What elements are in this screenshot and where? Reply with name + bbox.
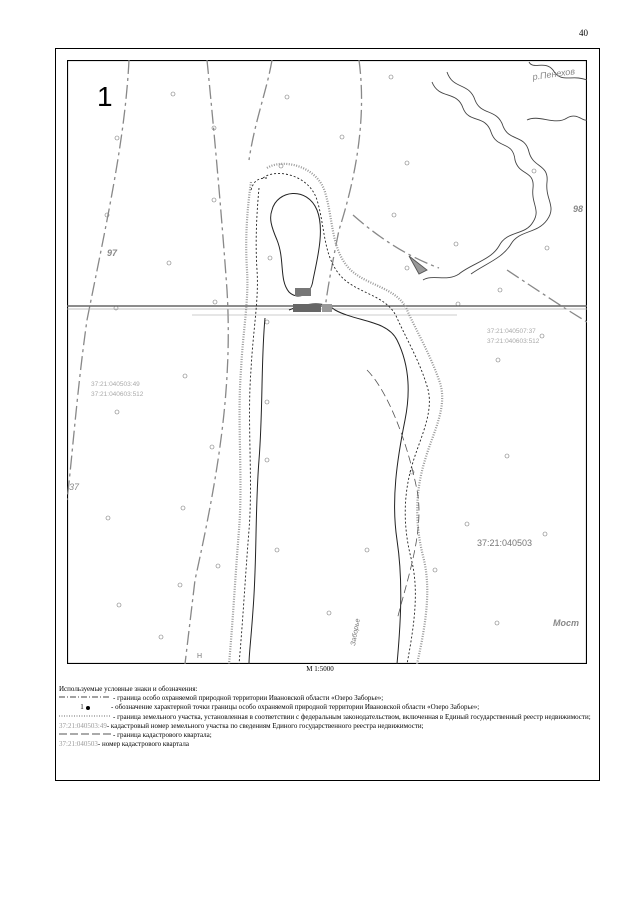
quarter-number-main: 37:21:040503 — [477, 538, 533, 548]
dashed-line-icon — [59, 731, 111, 737]
legend-item-text: - граница особо охраняемой природной территории Ивановской области «Озеро Заборье»; — [113, 694, 384, 703]
map — [67, 60, 587, 664]
legend-item — [59, 694, 595, 703]
legend-item-text: - обозначение характерной точки границы особо охраняемой природной территории Ивановской области «Озеро Заборье»; — [111, 703, 480, 712]
map-border — [68, 61, 587, 664]
page-number: 40 — [579, 28, 588, 38]
point-label: 1 — [80, 703, 84, 712]
boundary-point-icon — [59, 703, 111, 712]
legend-item-text: - кадастровый номер земельного участка по сведениям Единого государственного реестра недвижимости; — [106, 721, 424, 730]
bridge-label: Мост — [553, 618, 580, 628]
river-label: р.Пенехов — [531, 66, 576, 82]
parcel-code-sample: 37:21:040503:49 — [59, 721, 107, 730]
label-98: 98 — [573, 204, 584, 214]
label-97: 97 — [107, 248, 118, 258]
legend-item-text: - граница земельного участка, установленная в соответствии с федеральным законодательством, включенная в Единый государственный реестр недвижимости; — [113, 712, 591, 721]
sheet-number: 1 — [97, 81, 113, 112]
legend-item — [59, 722, 595, 731]
legend-item — [59, 731, 595, 740]
legend-item-text: - номер кадастрового квартала — [97, 740, 189, 749]
quarter-code-sample: 37:21:040503 — [59, 740, 98, 749]
dotted-line-icon — [59, 713, 111, 719]
legend-item — [59, 740, 595, 749]
legend-item — [59, 713, 595, 722]
lake-label: Заборье — [350, 618, 362, 647]
parcel-number-ne: 37:21:040507:37 — [487, 328, 536, 335]
map-scale: М 1:5000 — [306, 665, 334, 673]
dash-dot-line-icon — [59, 694, 111, 700]
legend — [59, 685, 595, 749]
parcel-number-w-2: 37:21:040603:512 — [91, 391, 144, 398]
label-37: 37 — [69, 482, 80, 492]
h-label: Н — [197, 653, 203, 660]
legend-item — [59, 703, 595, 712]
legend-item-text: - граница кадастрового квартала; — [113, 731, 212, 740]
parcel-number-w: 37:21:040503:49 — [91, 381, 140, 388]
parcel-number-ne-2: 37:21:040603:512 — [487, 338, 540, 345]
legend-title: Используемые условные знаки и обозначения: — [59, 685, 198, 693]
